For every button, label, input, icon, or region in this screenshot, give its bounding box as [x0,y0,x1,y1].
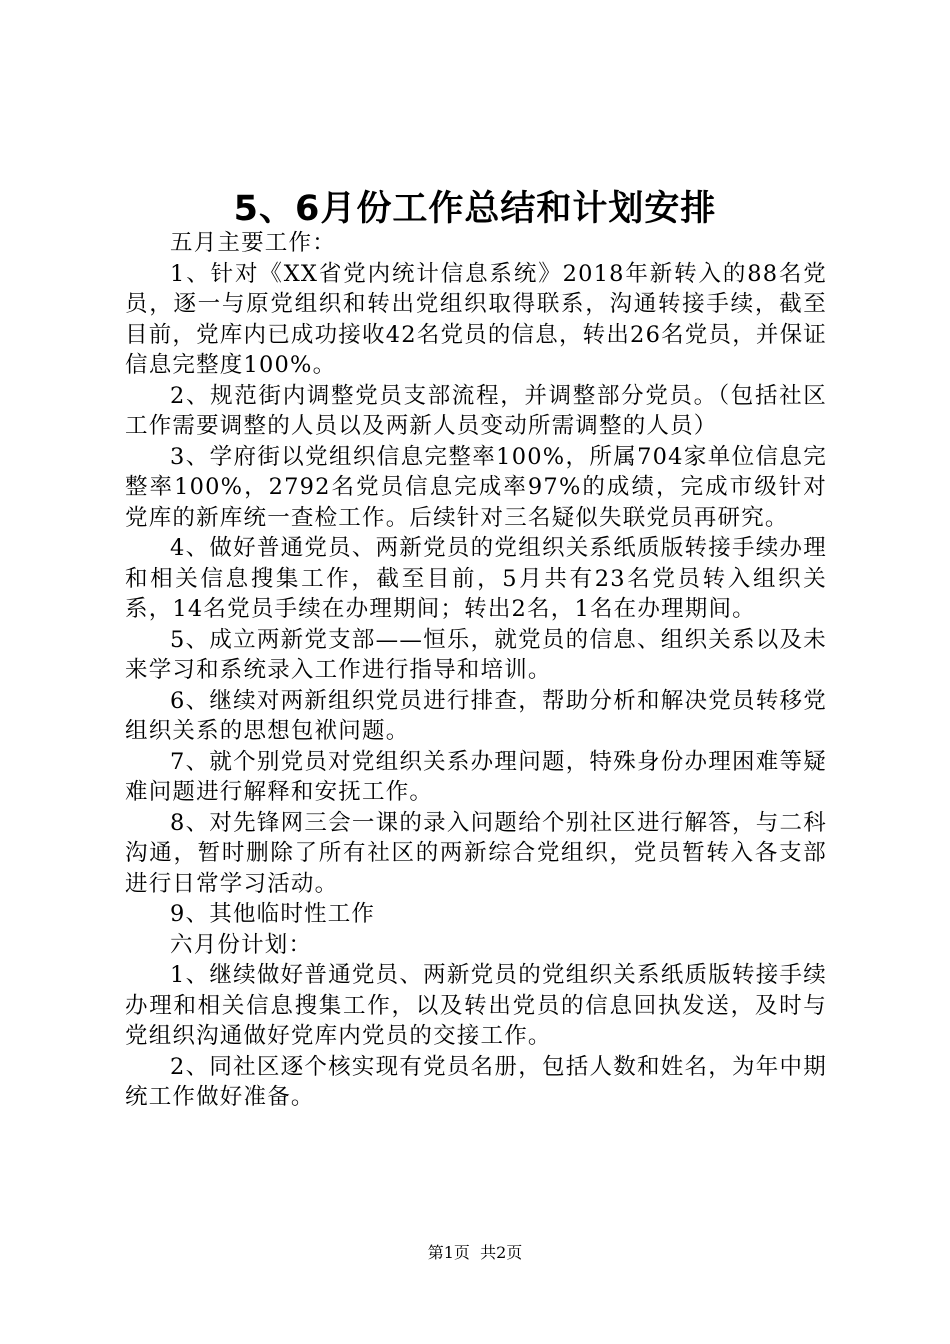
paragraph-may-item-7: 7、就个别党员对党组织关系办理问题，特殊身份办理困难等疑难问题进行解释和安抚工作。 [125,748,827,805]
paragraph-may-item-9: 9、其他临时性工作 [170,901,376,927]
document-title: 5、6月份工作总结和计划安排 [233,189,717,229]
document-body [125,228,827,1113]
section-heading-june: 六月份计划： [170,931,313,958]
page-total: 共2页 [480,1243,523,1262]
section-heading-may: 五月主要工作： [170,230,336,256]
paragraph-may-item-1: 1、针对《XX省党内统计信息系统》2018年新转入的88名党员，逐一与原党组织和转出党组织取得联系，沟通转接手续，截至目前，党库内已成功接收42名党员的信息，转出26名党员，并保证信息完整度100%。 [125,260,827,378]
paragraph-may-item-4: 4、做好普通党员、两新党员的党组织关系纸质版转接手续办理和相关信息搜集工作，截至目前，5月共有23名党员转入组织关系，14名党员手续在办理期间；转出2名，1名在办理期间。 [125,535,827,622]
page-number: 第1页 [427,1243,470,1262]
paragraph-june-item-2: 2、同社区逐个核实现有党员名册，包括人数和姓名，为年中期统工作做好准备。 [125,1053,827,1110]
footer-spacer [470,1243,480,1262]
paragraph-may-item-8: 8、对先锋网三会一课的录入问题给个别社区进行解答，与二科沟通，暂时删除了所有社区的两新综合党组织，党员暂转入各支部进行日常学习活动。 [125,809,827,897]
paragraph-may-item-6: 6、继续对两新组织党员进行排查，帮助分析和解决党员转移党组织关系的思想包袱问题。 [125,687,827,744]
page-footer [0,1242,950,1264]
paragraph-may-item-5: 5、成立两新党支部——恒乐，就党员的信息、组织关系以及未来学习和系统录入工作进行指导和培训。 [125,626,827,683]
paragraph-june-item-1: 1、继续做好普通党员、两新党员的党组织关系纸质版转接手续办理和相关信息搜集工作，以及转出党员的信息回执发送，及时与党组织沟通做好党库内党员的交接工作。 [125,962,827,1049]
paragraph-may-item-3: 3、学府街以党组织信息完整率100%，所属704家单位信息完整率100%，2792名党员信息完成率97%的成绩，完成市级针对党库的新库统一查检工作。后续针对三名疑似失联党员再研究。 [125,443,827,531]
paragraph-may-item-2: 2、规范街内调整党员支部流程，并调整部分党员。（包括社区工作需要调整的人员以及两新人员变动所需调整的人员） [125,382,827,439]
